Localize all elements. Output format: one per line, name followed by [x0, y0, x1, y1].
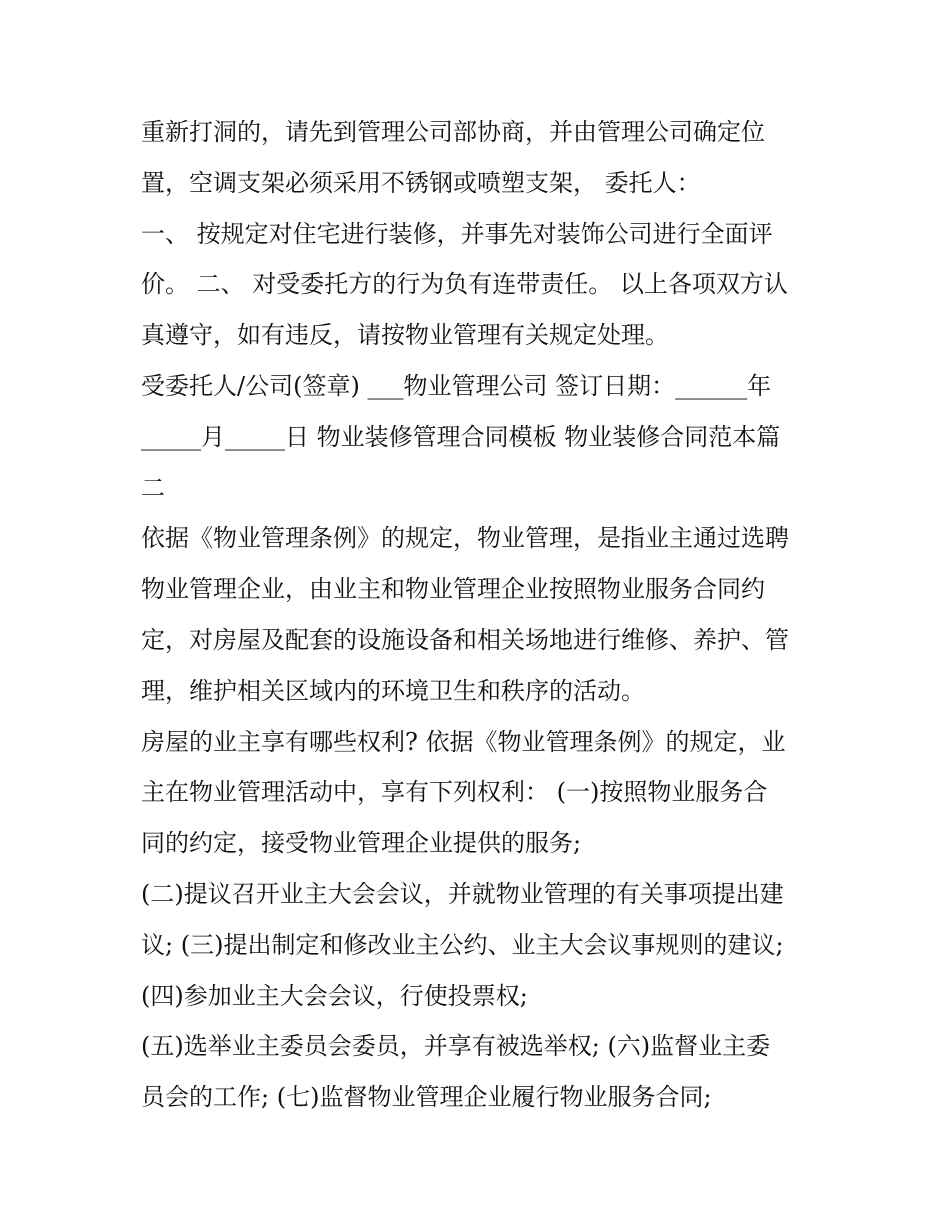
text-line: (二)提议召开业主大会会议，并就物业管理的有关事项提出建 — [141, 879, 784, 908]
text-line: 真遵守，如有违反，请按物业管理有关规定处理。 — [141, 321, 669, 350]
text-line: 受委托人/公司(签章) ___物业管理公司 签订日期：______年 — [141, 371, 772, 400]
text-line: 主在物业管理活动中，享有下列权利： (一)按照物业服务合 — [141, 778, 768, 807]
document-body — [141, 107, 821, 1123]
text-line: 定，对房屋及配套的设施设备和相关场地进行维修、养护、管 — [141, 625, 789, 654]
text-line: 理，维护相关区域内的环境卫生和秩序的活动。 — [141, 676, 645, 705]
text-line: 重新打洞的，请先到管理公司部协商，并由管理公司确定位 — [141, 118, 765, 146]
text-line: 议; (三)提出制定和修改业主公约、业主大会议事规则的建议; — [141, 930, 784, 959]
text-line: 房屋的业主享有哪些权利? 依据《物业管理条例》的规定，业 — [141, 727, 786, 756]
text-line: 一、 按规定对住宅进行装修，并事先对装饰公司进行全面评 — [141, 219, 773, 248]
text-line: 置，空调支架必须采用不锈钢或喷塑支架， 委托人： — [141, 168, 701, 197]
text-line: 同的约定，接受物业管理企业提供的服务; — [141, 829, 582, 858]
text-line: (五)选举业主委员会委员，并享有被选举权; (六)监督业主委 — [141, 1032, 771, 1061]
text-line: 依据《物业管理条例》的规定，物业管理，是指业主通过选聘 — [141, 524, 789, 553]
text-line: 员会的工作; (七)监督物业管理企业履行物业服务合同; — [141, 1083, 712, 1112]
text-line: 价。 二、 对受委托方的行为负有连带责任。 以上各项双方认 — [141, 270, 788, 299]
text-line: 二 — [141, 473, 165, 502]
text-line: (四)参加业主大会会议，行使投票权; — [141, 981, 528, 1010]
text-line: _____月_____日 物业装修管理合同模板 物业装修合同范本篇 — [141, 422, 781, 451]
text-line: 物业管理企业，由业主和物业管理企业按照物业服务合同约 — [141, 575, 765, 604]
